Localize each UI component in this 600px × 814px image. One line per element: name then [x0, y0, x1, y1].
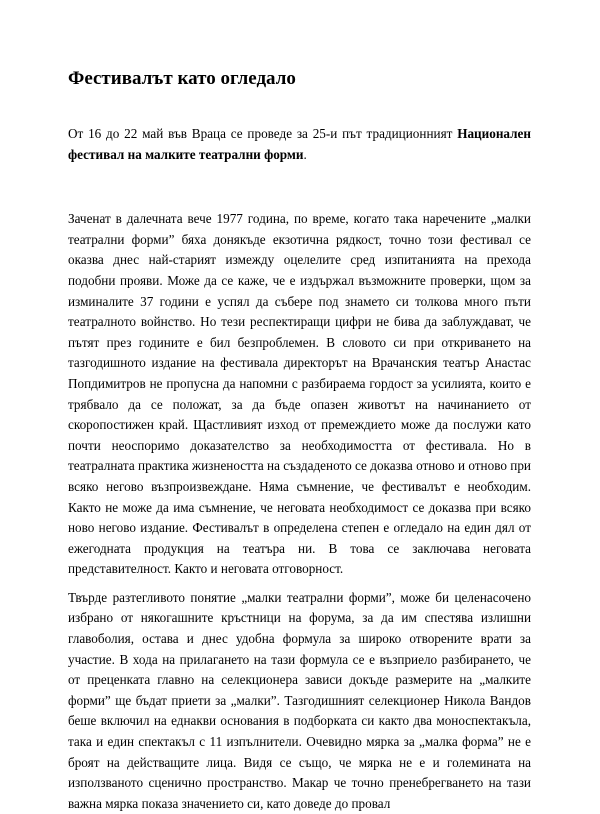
- intro-paragraph: [68, 124, 531, 165]
- document-page: [68, 68, 531, 814]
- body-paragraph-2: Твърде разтегливото понятие „малки театрални форми”, може би целенасочено избрано от някогашните кръстници на форума, за да им спестява излишни главоболия, остава и днес удобна формула за широко отворените врати за участие. В хода на прилагането на тази формула се е възприело разбирането, че от преценката главно на селекционера зависи докъде размерите на „малките форми” ще бъдат приети за „малки”. Тазгодишният селекционер Никола Вандов беше включил на еднакви основания в подборката си както два моноспектакъла, така и един спектакъл с 11 изпълнители. Очевидно мярка за „малка форма” не е броят на действащите лица. Видя се също, че мярка не е и големината на използваното сценично пространство. Макар че точно пренебрегването на тази важна мярка показа значението си, като доведе до провал: [68, 589, 531, 811]
- intro-end: .: [303, 146, 307, 162]
- article-title: Фестивалът като огледало: [68, 68, 296, 89]
- intro-text: От 16 до 22 май във Враца се проведе за 25-и път традиционният: [68, 126, 458, 141]
- body-paragraph-1: Заченат в далечната вече 1977 година, по време, когато така наречените „малки театрални форми” бяха донякъде екзотична рядкост, точно този фестивал се оказва днес най-старият измежду оцелелите сред изпитанията на прехода подобни прояви. Може да се каже, че е издържал възможните проверки, щом за изминалите 37 години е успял да събере под знамето си толкова много пъти театралното войнство. Но тези респектиращи цифри не бива да заблуждават, че пътят през годините е бил безпроблемен. В словото си при откриването на тазгодишното издание на фестивала директорът на Врачанския театър Анастас Попдимитров не пропусна да напомни с разбираема гордост за усилията, които е трябвало да се положат, за да бъде опазен животът на начинанието от скоропостижен край. Щастливият изход от премеждието може да послужи като почти неоспоримо доказателство за необходимостта от фестивала. Но в театралната практика жизнеността на създаденото се доказва отново и отново при всяко негово възпроизвеждане. Няма съмнение, че фестивалът е необходим. Както не може да има съмнение, че неговата необходимост се доказва при всяко ново негово издание. Фестивалът в определена степен е огледало на един дял от ежегодната продукция на театъра ни. В това се заключава неговата представителност. Както и неговата отговорност.: [68, 211, 531, 577]
- festival-name: Национален фестивал на малките театрални форми: [68, 126, 531, 162]
